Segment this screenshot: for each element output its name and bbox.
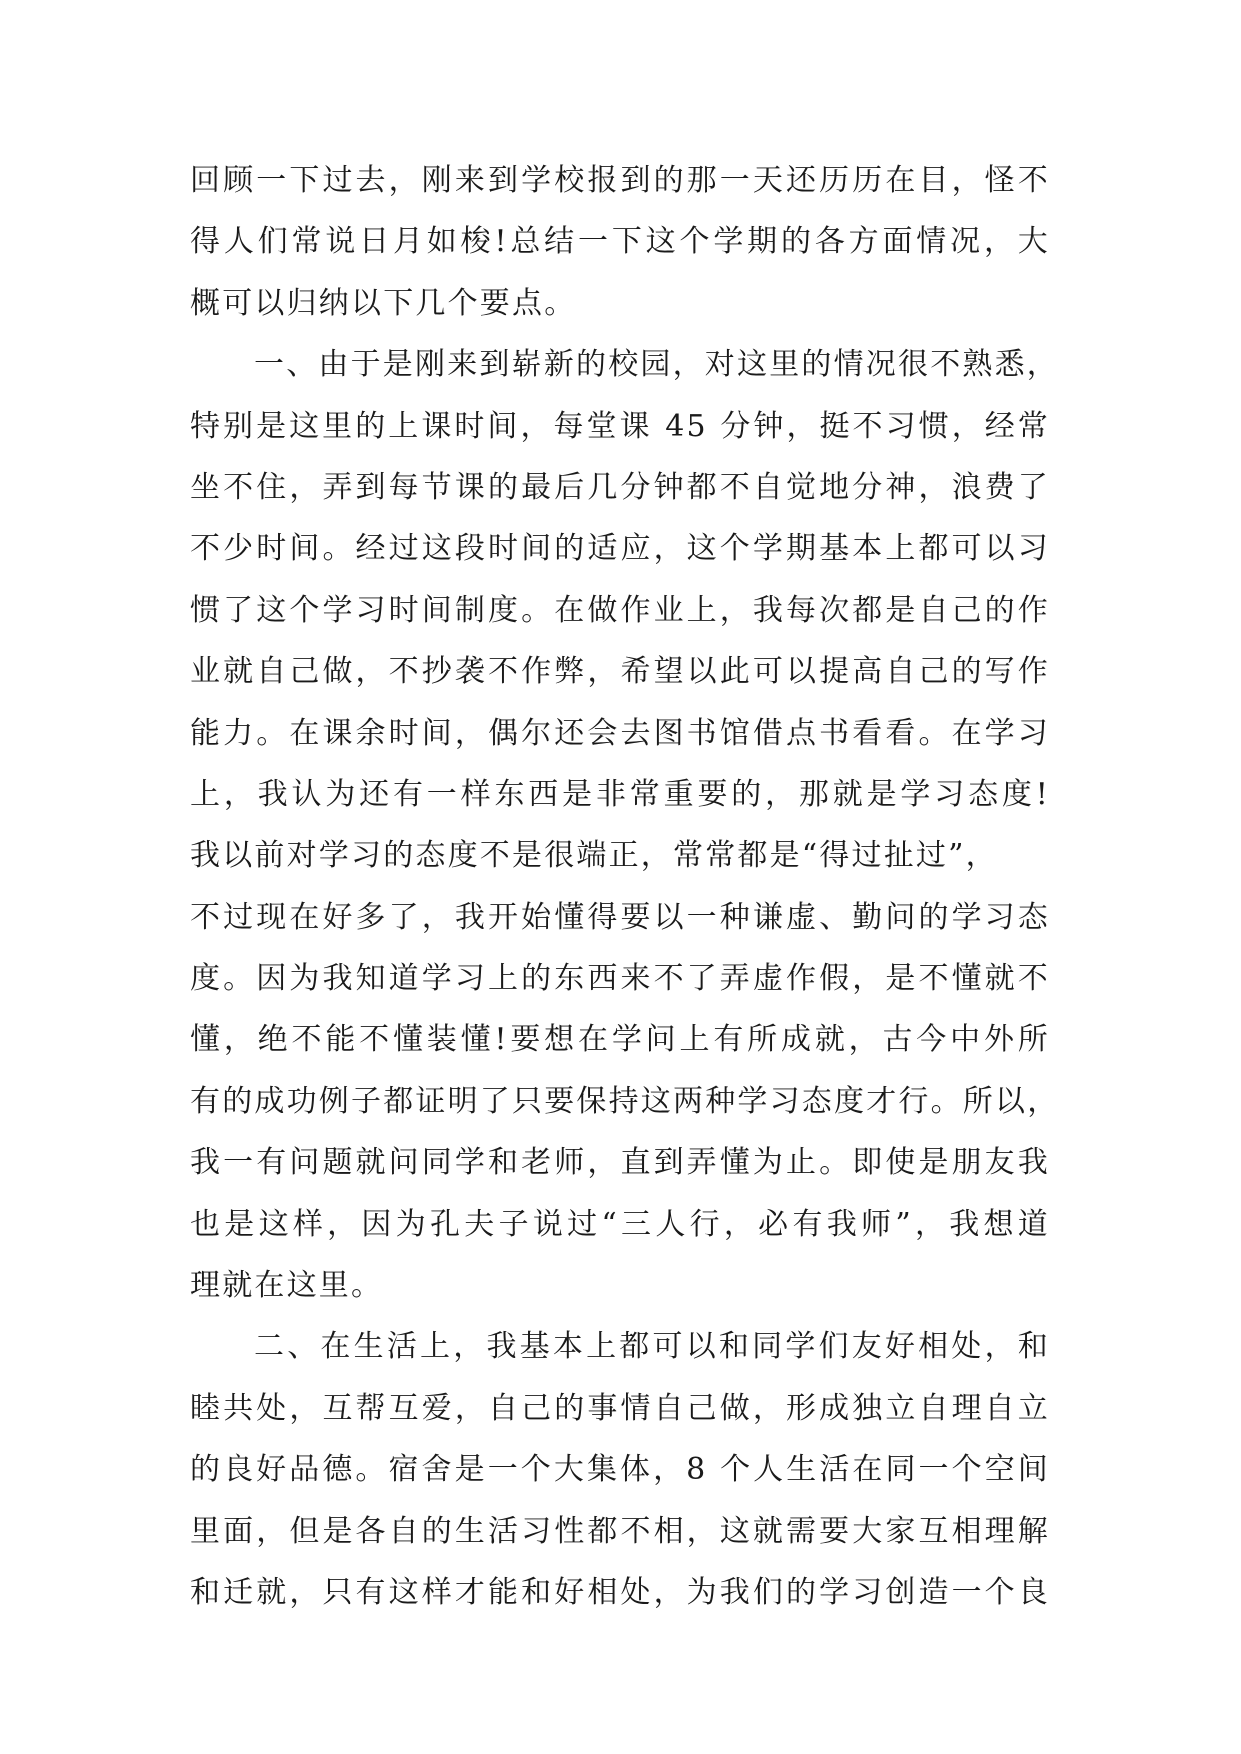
text-line: 我一有问题就问同学和老师，直到弄懂为止。即使是朋友我 [190, 1145, 1050, 1181]
text-line: 不少时间。经过这段时间的适应，这个学期基本上都可以习 [190, 531, 1050, 567]
text-line: 惯了这个学习时间制度。在做作业上，我每次都是自己的作 [190, 592, 1050, 628]
text-line: 有的成功例子都证明了只要保持这两种学习态度才行。所以， [190, 1083, 1060, 1119]
text-line: 特别是这里的上课时间，每堂课 45 分钟，挺不习惯，经常 [190, 408, 1050, 444]
text-line: 概可以归纳以下几个要点。 [190, 285, 577, 321]
text-line: 我以前对学习的态度不是很端正，常常都是“得过扯过”， [190, 838, 998, 874]
paragraph-first-line: 一、由于是刚来到崭新的校园，对这里的情况很不熟悉， [254, 347, 1059, 383]
text-line: 懂，绝不能不懂装懂!要想在学问上有所成就，古今中外所 [190, 1022, 1050, 1058]
text-line: 不过现在好多了，我开始懂得要以一种谦虚、勤问的学习态 [190, 899, 1050, 935]
text-line: 睦共处，互帮互爱，自己的事情自己做，形成独立自理自立 [190, 1390, 1050, 1426]
text-line: 得人们常说日月如梭!总结一下这个学期的各方面情况，大 [190, 224, 1050, 260]
text-line: 的良好品德。宿舍是一个大集体，8 个人生活在同一个空间 [190, 1452, 1050, 1488]
text-line: 能力。在课余时间，偶尔还会去图书馆借点书看看。在学习 [190, 715, 1050, 751]
text-line: 坐不住，弄到每节课的最后几分钟都不自觉地分神，浪费了 [190, 469, 1050, 505]
paragraph-first-line: 二、在生活上，我基本上都可以和同学们友好相处，和 [254, 1329, 1050, 1365]
text-line: 上，我认为还有一样东西是非常重要的，那就是学习态度! [190, 776, 1050, 812]
text-line: 理就在这里。 [190, 1268, 384, 1304]
document-body [190, 150, 1060, 1623]
text-line: 回顾一下过去，刚来到学校报到的那一天还历历在目，怪不 [190, 163, 1050, 198]
text-line: 度。因为我知道学习上的东西来不了弄虚作假，是不懂就不 [190, 961, 1050, 997]
text-line: 里面，但是各自的生活习性都不相，这就需要大家互相理解 [190, 1513, 1050, 1549]
text-line: 和迁就，只有这样才能和好相处，为我们的学习创造一个良 [190, 1574, 1050, 1610]
text-line: 也是这样，因为孔夫子说过“三人行，必有我师”，我想道 [190, 1206, 1050, 1242]
text-line: 业就自己做，不抄袭不作弊，希望以此可以提高自己的写作 [190, 654, 1050, 690]
